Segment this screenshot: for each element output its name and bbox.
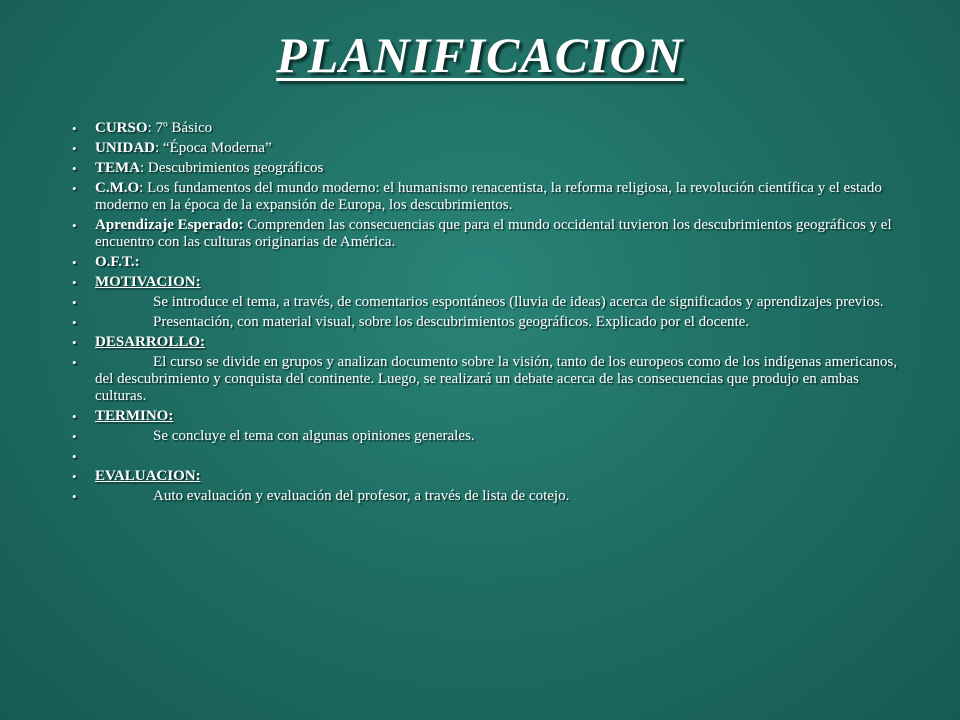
bullet-icon: • [72,429,77,444]
slide-title: PLANIFICACION [276,27,684,83]
section-heading: DESARROLLO: [95,334,206,350]
list-item-termino-1 [62,428,912,445]
item-separator: : [140,160,148,176]
item-label: TEMA [95,160,140,176]
item-separator: : [155,140,163,156]
bullet-icon: • [72,255,77,270]
bullet-icon: • [72,141,77,156]
list-item-oft [62,254,912,271]
bullet-icon: • [72,489,77,504]
list-item-motivacion [62,274,912,291]
section-heading: MOTIVACION: [95,274,201,290]
item-label: UNIDAD [95,140,155,156]
item-text: “Época Moderna” [162,140,272,156]
planning-list [62,120,912,508]
bullet-icon: • [72,355,77,370]
item-text: 7º Básico [155,120,213,136]
list-item-evaluacion-1 [62,488,912,505]
list-item-desarrollo-1 [62,354,912,405]
item-text: Se introduce el tema, a través, de comentarios espontáneos (lluvia de ideas) acerca de significados y aprendizajes previos. [153,294,884,310]
item-text: Comprenden las consecuencias que para el mundo occidental tuvieron los descubrimientos geográficos y el encuentro con las culturas originarias de América. [95,217,892,250]
section-heading: EVALUACION: [95,468,201,484]
item-label: CURSO [95,120,148,136]
bullet-icon: • [72,181,77,196]
item-text: Descubrimientos geográficos [147,160,324,176]
list-item-evaluacion [62,468,912,485]
bullet-icon: • [72,409,77,424]
bullet-icon: • [72,335,77,350]
list-item-termino [62,408,912,425]
bullet-icon: • [72,295,77,310]
bullet-icon: • [72,449,77,464]
list-item-motivacion-2 [62,314,912,331]
bullet-icon: • [72,121,77,136]
bullet-icon: • [72,218,77,233]
list-item-unidad [62,140,912,157]
bullet-icon: • [72,469,77,484]
item-text: Auto evaluación y evaluación del profesor, a través de lista de cotejo. [153,488,570,504]
list-item-cmo [62,180,912,214]
bullet-icon: • [72,315,77,330]
bullet-icon: • [72,275,77,290]
item-text: Presentación, con material visual, sobre los descubrimientos geográficos. Explicado por el docente. [153,314,750,330]
list-item-desarrollo [62,334,912,351]
item-label: O.F.T.: [95,254,140,270]
bullet-icon: • [72,161,77,176]
item-separator: : [147,120,156,136]
list-item-motivacion-1 [62,294,912,311]
item-text: Se concluye el tema con algunas opiniones generales. [153,428,475,444]
list-item-tema [62,160,912,177]
item-label: C.M.O [95,180,140,196]
section-heading: TERMINO: [95,408,174,424]
item-text: Los fundamentos del mundo moderno: el humanismo renacentista, la reforma religiosa, la revolución científica y el estado moderno en la época de la expansión de Europa, los descubrimientos. [95,180,882,213]
item-separator: : [139,180,148,196]
item-label: Aprendizaje Esperado: [95,217,244,233]
list-item-empty [62,448,912,465]
list-item-aprendizaje [62,217,912,251]
list-item-curso [62,120,912,137]
item-text: El curso se divide en grupos y analizan documento sobre la visión, tanto de los europeos como de los indígenas americanos, del descubrimiento y conquista del continente. Luego, se realizará un debate acerca de las consecuencias que produjo en ambas culturas. [95,354,897,404]
